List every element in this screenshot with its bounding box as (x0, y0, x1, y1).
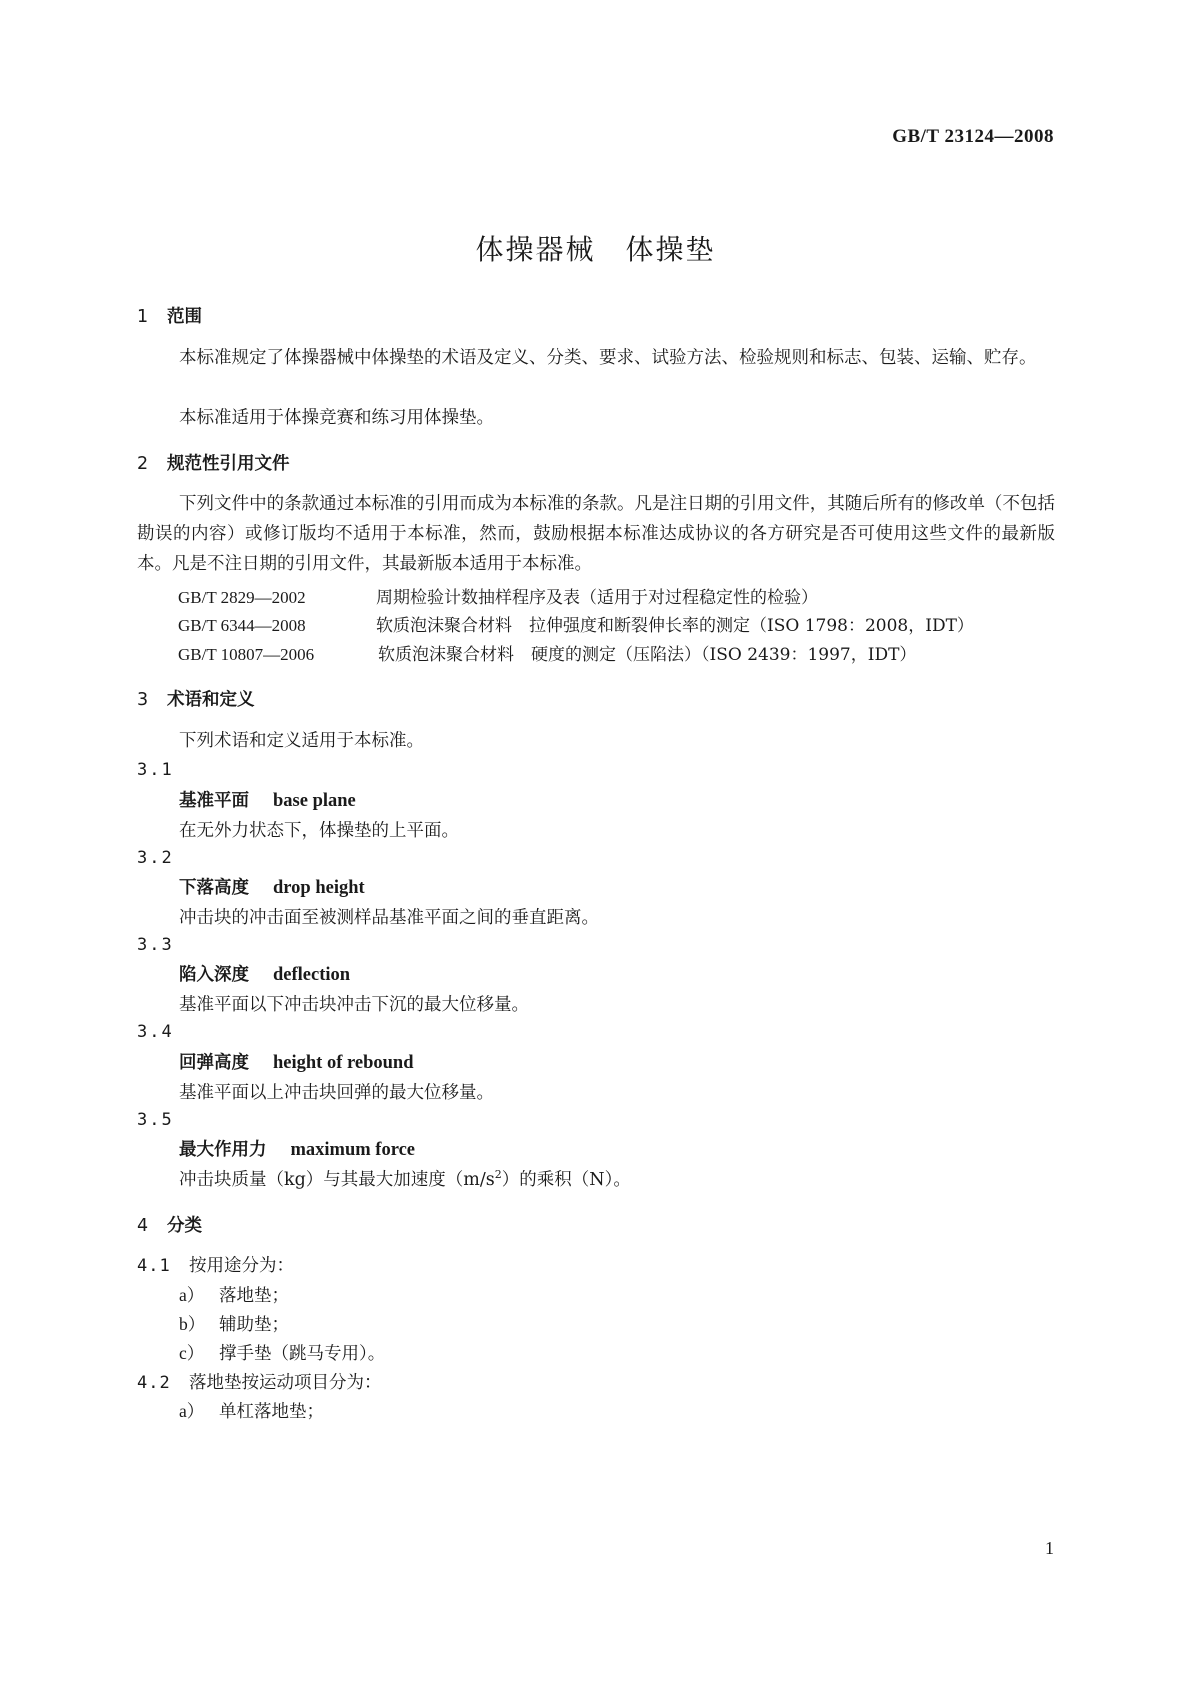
term-definition: 基准平面以下冲击块冲击下沉的最大位移量。 (179, 995, 529, 1015)
term-english: maximum force (290, 1140, 415, 1160)
section-title: 规范性引用文件 (167, 454, 290, 474)
section-1-paragraph-1 (137, 343, 1055, 373)
term-chinese: 基准平面 (179, 791, 249, 811)
section-number: 2 (137, 454, 149, 474)
clause-number: 3.1 (137, 760, 174, 780)
section-number: 3 (137, 690, 149, 710)
list-label: c） (179, 1343, 205, 1363)
list-text: 落地垫； (219, 1286, 289, 1306)
term-entry (179, 1136, 415, 1161)
clause-text: 按用途分为： (189, 1256, 294, 1276)
clause-number: 4.1 (137, 1256, 171, 1276)
term-english: deflection (273, 965, 351, 985)
paragraph-text: 下列文件中的条款通过本标准的引用而成为本标准的条款。凡是注日期的引用文件，其随后所有的修改单（不包括勘误的内容）或修订版均不适用于本标准，然而，鼓励根据本标准达成协议的各方研究是否可使用这些文件的最新版本。凡是不注日期的引用文件，其最新版本适用于本标准。 (137, 494, 1055, 574)
section-2-paragraph-1 (137, 489, 1055, 579)
list-text: 单杠落地垫； (219, 1402, 324, 1422)
paragraph-text: 本标准适用于体操竞赛和练习用体操垫。 (179, 408, 494, 428)
reference-title: 软质泡沫聚合材料 硬度的测定（压陷法）（ISO 2439：1997，IDT） (378, 645, 917, 665)
reference-item (178, 583, 818, 608)
clause-text: 落地垫按运动项目分为： (189, 1373, 382, 1393)
list-item (179, 1340, 385, 1365)
list-item (179, 1311, 289, 1336)
list-text: 撑手垫（跳马专用）。 (219, 1344, 386, 1364)
list-text: 辅助垫； (219, 1315, 289, 1335)
term-english: base plane (273, 791, 356, 811)
reference-item (178, 611, 974, 636)
section-title: 术语和定义 (167, 690, 255, 710)
term-chinese: 陷入深度 (179, 965, 249, 985)
clause-number: 4.2 (137, 1373, 171, 1393)
page-number: 1 (1045, 1538, 1054, 1558)
section-1-heading (137, 303, 202, 328)
clause-number: 3.4 (137, 1022, 174, 1042)
section-title: 范围 (167, 307, 202, 327)
list-item (179, 1282, 289, 1307)
clause-number: 3.2 (137, 848, 174, 868)
reference-code: GB/T 10807—2006 (178, 645, 315, 664)
list-label: a） (179, 1401, 205, 1421)
term-definition: 基准平面以上冲击块回弹的最大位移量。 (179, 1083, 494, 1103)
clause-number: 3.5 (137, 1110, 174, 1130)
section-number: 4 (137, 1216, 149, 1236)
clause-4-2 (137, 1369, 382, 1394)
term-entry (179, 1049, 414, 1074)
term-chinese: 回弹高度 (179, 1053, 249, 1073)
term-chinese: 最大作用力 (179, 1140, 267, 1160)
term-chinese: 下落高度 (179, 878, 249, 898)
clause-number: 3.3 (137, 935, 174, 955)
section-3-heading (137, 686, 255, 711)
section-2-heading (137, 450, 290, 475)
term-definition: 冲击块的冲击面至被测样品基准平面之间的垂直距离。 (179, 908, 599, 928)
paragraph-text: 本标准规定了体操器械中体操垫的术语及定义、分类、要求、试验方法、检验规则和标志、包装、运输、贮存。 (179, 348, 1037, 368)
document-title: 体操器械 体操垫 (475, 233, 716, 266)
reference-code: GB/T 2829—2002 (178, 588, 306, 607)
section-1-paragraph-2 (137, 403, 1055, 433)
list-label: b） (179, 1314, 206, 1334)
section-4-heading (137, 1212, 202, 1237)
section-title: 分类 (167, 1216, 202, 1236)
term-entry (179, 787, 356, 812)
reference-item (178, 640, 916, 665)
section-number: 1 (137, 307, 149, 327)
standard-number: GB/T 23124—2008 (892, 126, 1054, 147)
term-entry (179, 874, 365, 899)
list-label: a） (179, 1285, 205, 1305)
reference-title: 周期检验计数抽样程序及表（适用于对过程稳定性的检验） (376, 588, 818, 608)
term-english: height of rebound (273, 1053, 414, 1073)
term-definition: 冲击块质量（kg）与其最大加速度$(m/s^2)$的乘积（N）。 (179, 1168, 631, 1190)
term-entry (179, 961, 350, 986)
list-item (179, 1398, 324, 1423)
reference-code: GB/T 6344—2008 (178, 616, 306, 635)
section-3-intro: 下列术语和定义适用于本标准。 (179, 731, 424, 751)
clause-4-1 (137, 1252, 294, 1277)
term-english: drop height (273, 878, 365, 898)
reference-title: 软质泡沫聚合材料 拉伸强度和断裂伸长率的测定（ISO 1798：2008，IDT） (376, 616, 974, 636)
term-definition: 在无外力状态下，体操垫的上平面。 (179, 821, 459, 841)
